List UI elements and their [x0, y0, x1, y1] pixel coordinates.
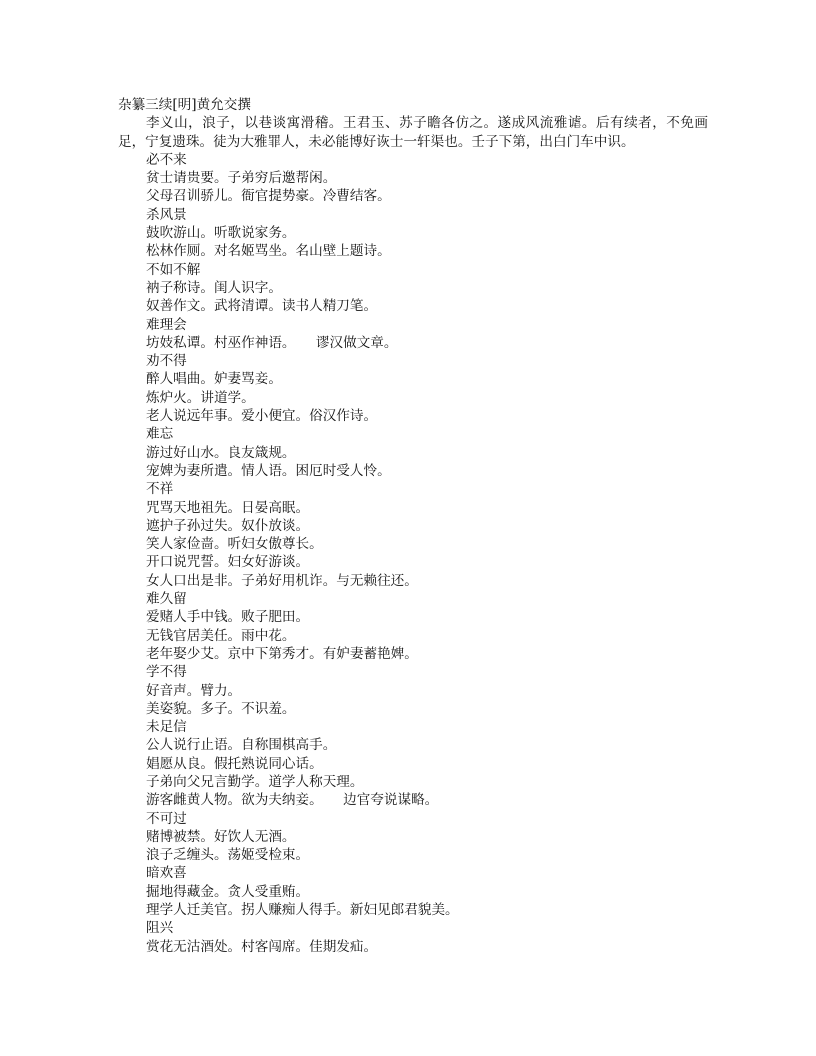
section-line: 公人说行止语。自称围棋高手。 [146, 737, 337, 754]
section-heading: 难理会 [146, 316, 187, 333]
section-line: 遮护子孙过失。奴仆放谈。 [146, 517, 310, 534]
section-line: 笑人家俭啬。听妇女傲尊长。 [146, 536, 323, 553]
section-line: 炼炉火。讲道学。 [146, 389, 255, 406]
section-heading: 难久留 [146, 591, 187, 608]
intro-paragraph: 李义山，浪子，以巷谈寓滑稽。王君玉、苏子瞻各仿之。遂成风流雅谑。后有续者，不免画足，宁复遗珠。徒为大雅罪人，未必能博好诙士一轩渠也。壬子下第，出白门车中识。 [118, 115, 708, 150]
document-title: 杂纂三续[明]黄允交撰 [118, 97, 251, 113]
section-line: 赌博被禁。好饮人无酒。 [146, 828, 296, 845]
section-line: 子弟向父兄言勤学。道学人称天理。 [146, 773, 364, 790]
section-line: 醉人唱曲。妒妻骂妾。 [146, 371, 282, 388]
document-page [118, 96, 708, 956]
section-line: 无钱官居美任。雨中花。 [146, 627, 296, 644]
section-heading: 阻兴 [146, 920, 174, 937]
section-line: 老人说远年事。爱小便宜。俗汉作诗。 [146, 408, 378, 425]
section-line: 鼓吹游山。听歌说家务。 [146, 225, 296, 242]
section-line: 衲子称诗。闺人识字。 [146, 279, 282, 296]
section-line: 贫士请贵要。子弟穷后邀帮闲。 [146, 170, 337, 187]
section-line: 美姿貌。多子。不识羞。 [146, 700, 296, 717]
section-heading: 学不得 [146, 664, 187, 681]
section-heading: 未足信 [146, 719, 187, 736]
section-line: 游客雌黄人物。欲为夫纳妾。 边官夸说谋略。 [146, 792, 439, 809]
sections-container [118, 151, 708, 956]
section-line: 开口说咒誓。妇女好游谈。 [146, 554, 310, 571]
section-heading: 劝不得 [146, 353, 187, 370]
section-heading: 难忘 [146, 426, 174, 443]
section-line: 松林作厕。对名姬骂坐。名山壁上题诗。 [146, 243, 391, 260]
section-line: 咒骂天地祖先。日晏高眠。 [146, 499, 310, 516]
section-line: 娼愿从良。假托熟说同心话。 [146, 755, 323, 772]
section-line: 掘地得藏金。贪人受重贿。 [146, 883, 310, 900]
section-line: 老年娶少艾。京中下第秀才。有妒妻蓄艳婢。 [146, 645, 418, 662]
section-line: 父母召训骄儿。衙官提势豪。冷曹结客。 [146, 188, 391, 205]
section-line: 游过好山水。良友箴规。 [146, 444, 296, 461]
section-line: 赏花无沽酒处。村客闯席。佳期发疝。 [146, 938, 378, 955]
section-heading: 暗欢喜 [146, 865, 187, 882]
section-line: 浪子乏缠头。荡姬受检束。 [146, 847, 310, 864]
section-heading: 不祥 [146, 481, 174, 498]
section-line: 女人口出是非。子弟好用机诈。与无赖往还。 [146, 572, 418, 589]
section-heading: 必不来 [146, 151, 187, 168]
section-line: 宠婢为妻所遣。情人语。困厄时受人怜。 [146, 462, 391, 479]
section-line: 坊妓私谭。村巫作神语。 谬汉做文章。 [146, 334, 398, 351]
section-heading: 不如不解 [146, 261, 201, 278]
section-line: 爱赌人手中钱。败子肥田。 [146, 609, 310, 626]
section-line: 奴善作文。武将清谭。读书人精刀笔。 [146, 298, 378, 315]
section-line: 理学人迁美官。拐人赚痴人得手。新妇见郎君貌美。 [146, 902, 459, 919]
section-line: 好音声。臂力。 [146, 682, 242, 699]
section-heading: 不可过 [146, 810, 187, 827]
section-heading: 杀风景 [146, 206, 187, 223]
